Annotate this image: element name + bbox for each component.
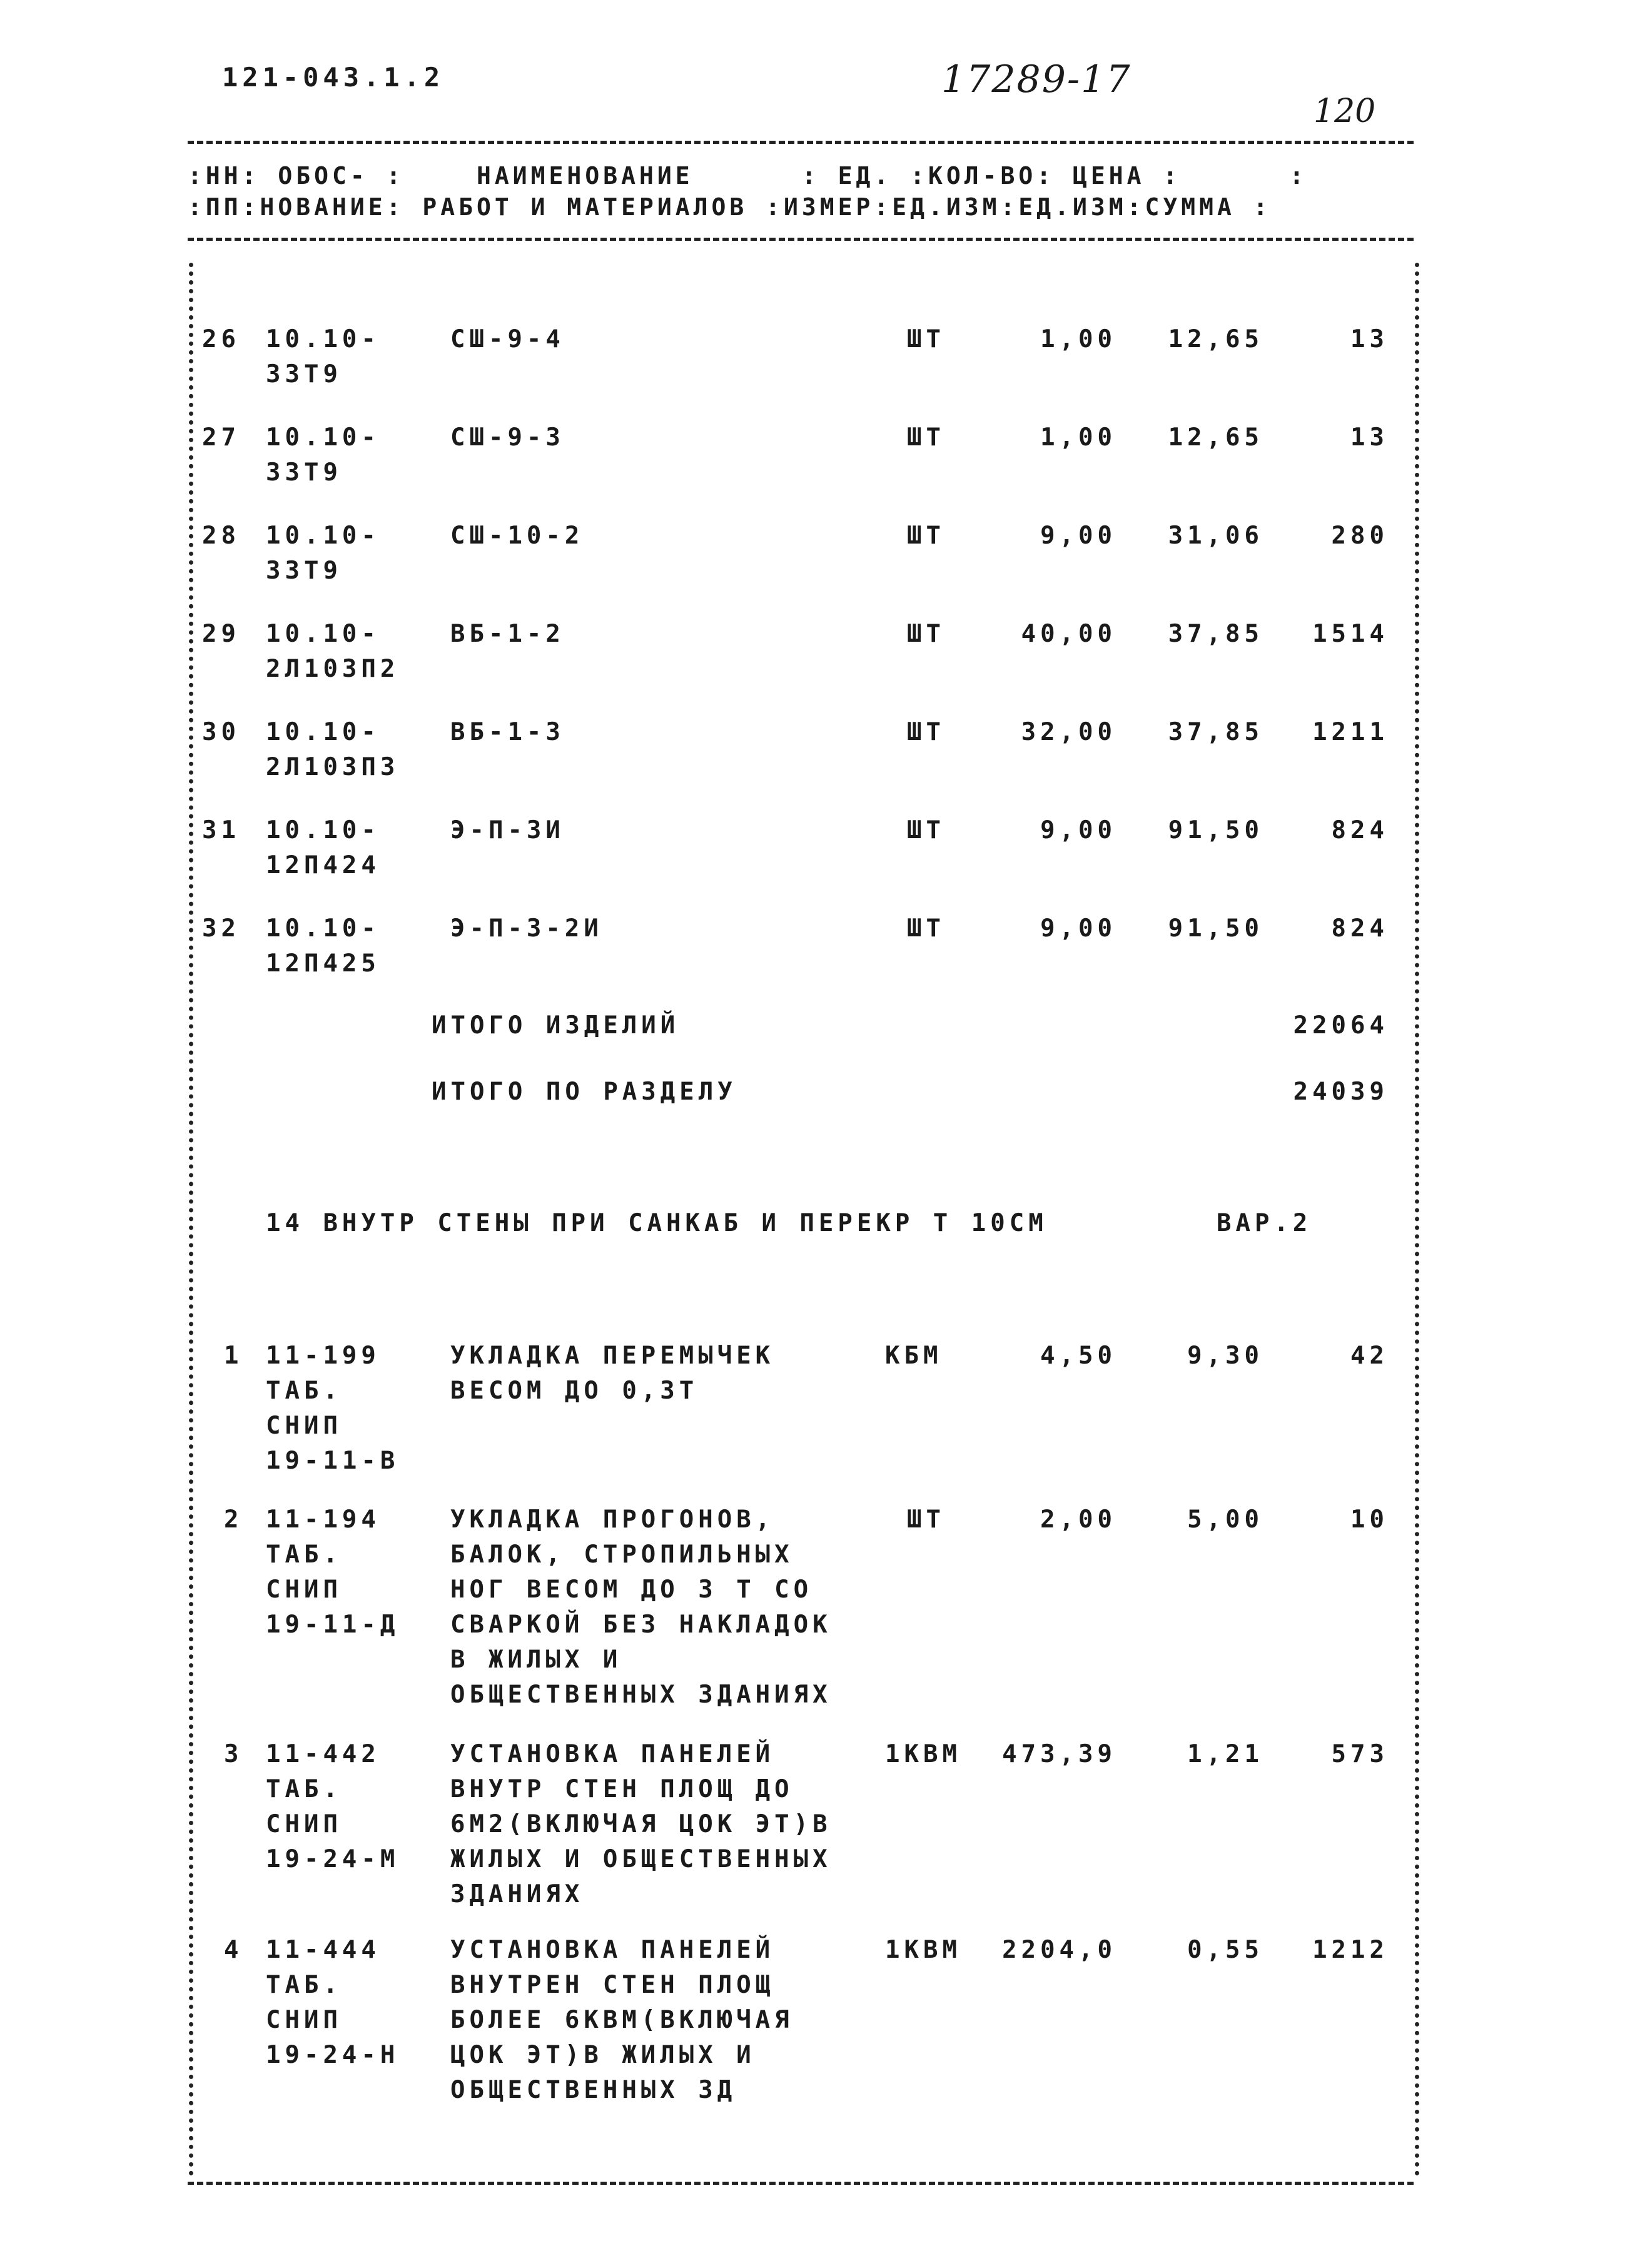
page-number: 120 <box>1314 93 1376 130</box>
row-unit: ШТ <box>907 914 945 943</box>
row-number: 26 <box>202 325 240 353</box>
row-sum: 824 <box>1331 914 1389 943</box>
header-line-2: :ПП:НОВАНИЕ: РАБОТ И МАТЕРИАЛОВ :ИЗМЕР:ЕД.ИЗМ:ЕД.ИЗМ:СУММА : <box>188 193 1272 221</box>
row-quantity: 32,00 <box>1021 718 1116 746</box>
row-price: 37,85 <box>1168 718 1263 746</box>
row-name: СШ-10-2 <box>450 522 584 550</box>
row-price: 12,65 <box>1168 325 1263 353</box>
row-quantity: 2204,0 <box>1002 1936 1116 1964</box>
right-border <box>1415 263 1419 2177</box>
row-quantity: 9,00 <box>1040 914 1116 943</box>
row-code: 10.10- 12П425 <box>266 914 380 978</box>
row-quantity: 4,50 <box>1040 1342 1116 1370</box>
row-number: 2 <box>224 1506 243 1534</box>
row-unit: ШТ <box>907 1506 945 1534</box>
row-code: 11-199 ТАБ. СНИП 19-11-В <box>266 1342 400 1475</box>
row-number: 31 <box>202 816 240 844</box>
row-name: УСТАНОВКА ПАНЕЛЕЙ ВНУТР СТЕН ПЛОЩ ДО 6М2(ВКЛЮЧАЯ ЦОК ЭТ)В ЖИЛЫХ И ОБЩЕСТВЕННЫХ ЗДАНИЯХ <box>450 1740 832 1908</box>
row-number: 3 <box>224 1740 243 1768</box>
row-unit: КБМ <box>885 1342 943 1370</box>
row-code: 10.10- 12П424 <box>266 816 380 879</box>
row-number: 27 <box>202 423 240 452</box>
row-sum: 824 <box>1331 816 1389 844</box>
row-sum: 10 <box>1350 1506 1389 1534</box>
header-line-1: :НН: ОБОС- : НАИМЕНОВАНИЕ : ЕД. :КОЛ-ВО: ЦЕНА : : <box>188 162 1308 190</box>
row-sum: 1212 <box>1312 1936 1389 1964</box>
row-quantity: 9,00 <box>1040 522 1116 550</box>
row-name: Э-П-3-2И <box>450 914 603 943</box>
row-code: 11-444 ТАБ. СНИП 19-24-Н <box>266 1936 400 2069</box>
row-price: 5,00 <box>1187 1506 1263 1534</box>
row-name: УСТАНОВКА ПАНЕЛЕЙ ВНУТРЕН СТЕН ПЛОЩ БОЛЕЕ 6КВМ(ВКЛЮЧАЯ ЦОК ЭТ)В ЖИЛЫХ И ОБЩЕСТВЕННЫХ ЗД <box>450 1936 794 2104</box>
row-name: УКЛАДКА ПРОГОНОВ, БАЛОК, СТРОПИЛЬНЫХ НОГ ВЕСОМ ДО 3 Т СО СВАРКОЙ БЕЗ НАКЛАДОК В ЖИЛЫХ И ОБЩЕСТВЕННЫХ ЗДАНИЯХ <box>450 1506 832 1709</box>
row-sum: 1211 <box>1312 718 1389 746</box>
row-price: 0,55 <box>1187 1936 1263 1964</box>
row-price: 9,30 <box>1187 1342 1263 1370</box>
row-unit: ШТ <box>907 816 945 844</box>
row-number: 1 <box>224 1342 243 1370</box>
row-price: 12,65 <box>1168 423 1263 452</box>
bottom-dashed-rule <box>188 2182 1414 2185</box>
row-sum: 280 <box>1331 522 1389 550</box>
row-name: СШ-9-3 <box>450 423 565 452</box>
row-code: 10.10- 2Л103П3 <box>266 718 400 781</box>
section-title: 14 ВНУТР СТЕНЫ ПРИ САНКАБ И ПЕРЕКР Т 10СМ <box>266 1209 1048 1237</box>
total-items-value: 22064 <box>1293 1011 1389 1040</box>
row-code: 11-442 ТАБ. СНИП 19-24-М <box>266 1740 400 1873</box>
row-quantity: 1,00 <box>1040 423 1116 452</box>
document-code: 121-043.1.2 <box>222 62 445 93</box>
total-section-value: 24039 <box>1293 1078 1389 1106</box>
row-quantity: 2,00 <box>1040 1506 1116 1534</box>
row-price: 37,85 <box>1168 620 1263 648</box>
row-sum: 13 <box>1350 325 1389 353</box>
handwritten-number: 17289-17 <box>941 58 1131 101</box>
row-sum: 1514 <box>1312 620 1389 648</box>
row-unit: ШТ <box>907 522 945 550</box>
row-number: 4 <box>224 1936 243 1964</box>
row-quantity: 473,39 <box>1002 1740 1116 1768</box>
row-number: 30 <box>202 718 240 746</box>
row-price: 91,50 <box>1168 914 1263 943</box>
row-code: 10.10- 33Т9 <box>266 325 380 388</box>
row-name: ВБ-1-3 <box>450 718 565 746</box>
row-sum: 573 <box>1331 1740 1389 1768</box>
row-name: УКЛАДКА ПЕРЕМЫЧЕК ВЕСОМ ДО 0,3Т <box>450 1342 775 1405</box>
row-unit: 1КВМ <box>885 1936 961 1964</box>
top-dashed-rule <box>188 141 1414 144</box>
row-code: 10.10- 33Т9 <box>266 423 380 487</box>
row-unit: ШТ <box>907 325 945 353</box>
row-price: 1,21 <box>1187 1740 1263 1768</box>
row-sum: 13 <box>1350 423 1389 452</box>
row-name: Э-П-3И <box>450 816 565 844</box>
row-price: 91,50 <box>1168 816 1263 844</box>
row-quantity: 9,00 <box>1040 816 1116 844</box>
row-code: 10.10- 2Л103П2 <box>266 620 400 683</box>
row-quantity: 1,00 <box>1040 325 1116 353</box>
row-number: 28 <box>202 522 240 550</box>
row-sum: 42 <box>1350 1342 1389 1370</box>
section-variant: ВАР.2 <box>1217 1209 1312 1237</box>
row-unit: ШТ <box>907 423 945 452</box>
row-quantity: 40,00 <box>1021 620 1116 648</box>
row-number: 32 <box>202 914 240 943</box>
header-dashed-rule <box>188 238 1414 241</box>
row-code: 11-194 ТАБ. СНИП 19-11-Д <box>266 1506 400 1639</box>
row-unit: 1КВМ <box>885 1740 961 1768</box>
row-name: СШ-9-4 <box>450 325 565 353</box>
row-price: 31,06 <box>1168 522 1263 550</box>
row-unit: ШТ <box>907 718 945 746</box>
total-section-label: ИТОГО ПО РАЗДЕЛУ <box>432 1078 737 1106</box>
row-name: ВБ-1-2 <box>450 620 565 648</box>
row-unit: ШТ <box>907 620 945 648</box>
row-number: 29 <box>202 620 240 648</box>
row-code: 10.10- 33Т9 <box>266 522 380 585</box>
left-border <box>189 263 193 2177</box>
total-items-label: ИТОГО ИЗДЕЛИЙ <box>432 1011 680 1040</box>
